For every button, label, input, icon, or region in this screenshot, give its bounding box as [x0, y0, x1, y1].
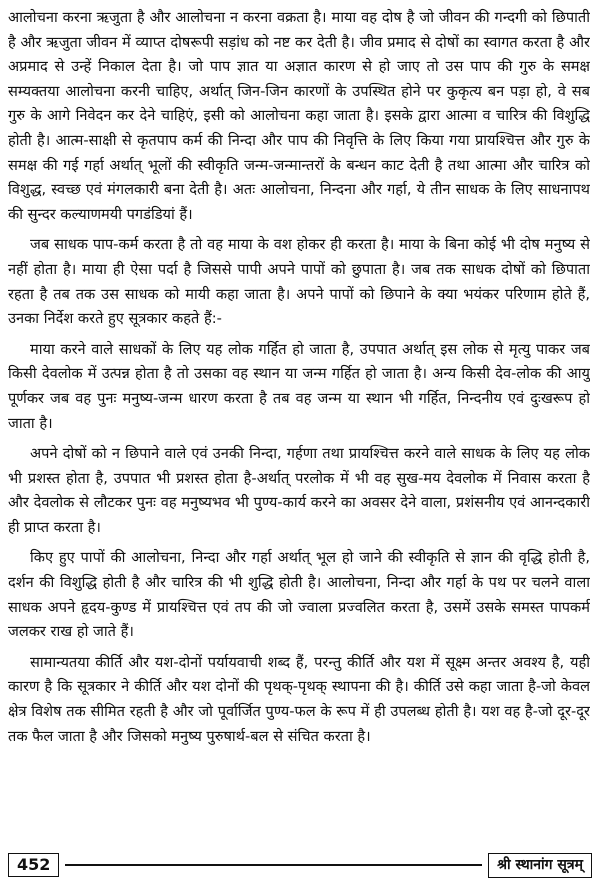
paragraph: आलोचना करना ऋजुता है और आलोचना न करना वक्रता है। माया वह दोष है जो जीवन की गन्दगी को छिपाती है और ऋजुता जीवन में व्याप्त दोषरूपी सड़ांध को नष्ट कर देती है। जीव प्रमाद से दोषों का स्वागत करता है और अप्रमाद से उन्हें निकाल देता है। जो पाप ज्ञात या अज्ञात कारण से हो जाए तो उस पाप की गुरु के समक्ष सम्यक्तया आलोचना करनी चाहिए, अर्थात् जिन-जिन कारणों के उपस्थित होने पर कुकृत्य बन पड़ा हो, वे सब गुरु के आगे निवेदन कर देने चाहिएं, इसी को आलोचना कहा जाता है। इसके द्वारा आत्मा व चारित्र की विशुद्धि होती है। आत्म-साक्षी से कृतपाप कर्म की निन्दा और पाप की निवृत्ति के लिए किया गया प्रायश्चित्त और गुरु के समक्ष की गई गर्हा अर्थात् भूलों की स्वीकृति जन्म-जन्मान्तरों के बन्धन काट देती है तथा आत्मा और चारित्र को विशुद्ध, स्वच्छ एवं मंगलकारी बना देती है। अतः आलोचना, निन्दना और गर्हा, ये तीन साधक के लिए साधनापथ की सुन्दर कल्याणमयी पगडंडियां हैं।	[8, 9, 590, 223]
footer-rule	[65, 864, 482, 866]
paragraph: किए हुए पापों की आलोचना, निन्दा और गर्हा अर्थात् भूल हो जाने की स्वीकृति से ज्ञान की वृद्धि होती है, दर्शन की विशुद्धि होती है और चारित्र की भी शुद्धि होती है। आलोचना, निन्दा और गर्हा के पथ पर चलने वाला साधक अपने हृदय-कुण्ड में प्रायश्चित्त एवं तप की जो ज्वाला प्रज्वलित करता है, उसमें उसके समस्त पापकर्म जलकर राख हो जाते हैं।	[8, 549, 590, 641]
running-title: श्री स्थानांग सूत्रम्	[488, 853, 592, 878]
page-body	[8, 6, 590, 844]
paragraph: सामान्यतया कीर्ति और यश-दोनों पर्यायवाची शब्द हैं, परन्तु कीर्ति और यश में सूक्ष्म अन्तर अवश्य है, यही कारण है कि सूत्रकार ने कीर्ति और यश दोनों की पृथक्-पृथक् स्थापना की है। कीर्ति उसे कहा जाता है-जो केवल क्षेत्र विशेष तक सीमित रहती है और जो पूर्वार्जित पुण्य-फल के रूप में ही उपलब्ध होती है। यश वह है-जो दूर-दूर तक फैल जाता है और जिसको मनुष्य पुरुषार्थ-बल से संचित करता है।	[8, 653, 590, 745]
page-footer	[8, 850, 592, 880]
page-number: 452	[8, 853, 59, 877]
paragraph: अपने दोषों को न छिपाने वाले एवं उनकी निन्दा, गर्हणा तथा प्रायश्चित्त करने वाले साधक के लिए यह लोक भी प्रशस्त होता है, उपपात भी प्रशस्त होता है-अर्थात् परलोक में भी वह सुख-मय देवलोक में निवास करता है और देवलोक से लौटकर पुनः वह मनुष्यभव भी पुण्य-कार्य करने का अवसर देने वाला, प्रशंसनीय एवं आनन्दकारी ही प्राप्त करता है।	[8, 445, 590, 536]
paragraph: माया करने वाले साधकों के लिए यह लोक गर्हित हो जाता है, उपपात अर्थात् इस लोक से मृत्यु पाकर जब किसी देवलोक में उत्पन्न होता है तो उसका वह स्थान या जन्म गर्हित हो जाता है। अन्य किसी देव-लोक की आयु पूर्णकर जब वह पुनः मनुष्य-जन्म धारण करता है तब वह जन्म या स्थान भी गर्हित, निन्दनीय एवं दुःखरूप हो जाता है।	[8, 340, 590, 432]
paragraph: जब साधक पाप-कर्म करता है तो वह माया के वश होकर ही करता है। माया के बिना कोई भी दोष मनुष्य से नहीं होता है। माया ही ऐसा पर्दा है जिससे पापी अपने पापों को छुपाता है। जब तक साधक दोषों को छिपाता रहता है तब तक उस साधक को मायी कहा जाता है। अपने पापों को छिपाने के क्या भयंकर परिणाम होते हैं, उनका निर्देश करते हुए सूत्रकार कहते हैं:-	[8, 236, 590, 328]
